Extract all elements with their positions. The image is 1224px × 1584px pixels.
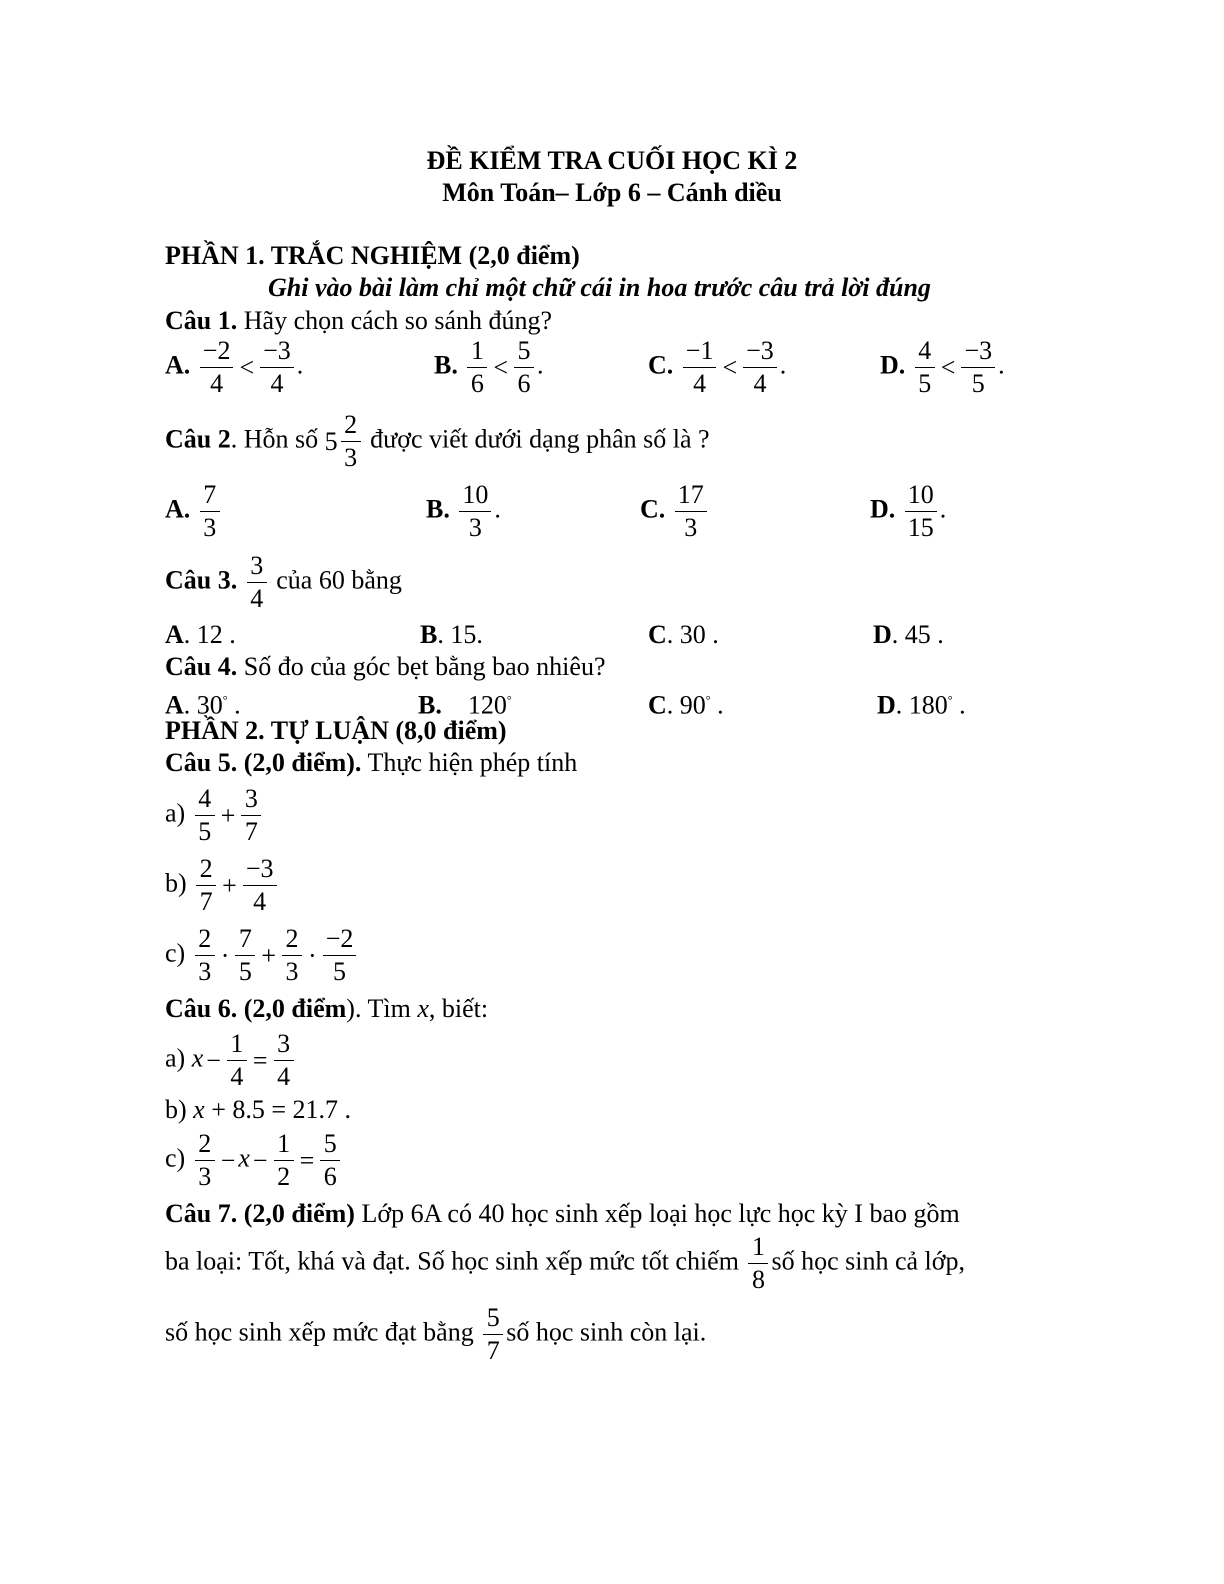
q4-option-c: C. 90° . — [648, 690, 724, 720]
question-text: . Hỗn số — [230, 424, 319, 454]
exam-title: ĐỀ KIỂM TRA CUỐI HỌC KÌ 2 — [426, 146, 798, 175]
question-text: Hãy chọn cách so sánh đúng? — [243, 306, 553, 335]
exam-subtitle: Môn Toán– Lớp 6 – Cánh diều — [442, 178, 782, 207]
q4-option-b: B. 120° — [418, 690, 512, 720]
option-letter: C. — [640, 494, 666, 524]
option-letter: D. — [880, 350, 906, 380]
q7-line-3: số học sinh xếp mức đạt bằng $\frac{5}{7}$ số học sinh còn lại. — [165, 1303, 707, 1365]
question-label: Câu 6. (2,0 điểm — [165, 994, 347, 1023]
q5-part-b: b) $\frac{2}{7}$ + $\frac{-3}{4}$ — [165, 856, 280, 915]
option-letter: A. — [165, 494, 191, 524]
fraction: $\frac{-3}{5}$ — [961, 338, 995, 397]
fraction: $\frac{10}{3}$ — [459, 482, 491, 541]
fraction: $\frac{-3}{4}$ — [260, 338, 294, 397]
part1-instruction: Ghi vào bài làm chỉ một chữ cái in hoa trước câu trả lời đúng — [268, 273, 931, 302]
question-7 — [165, 1199, 960, 1229]
part2-heading: PHẦN 2. TỰ LUẬN (8,0 điểm) — [165, 716, 507, 745]
q4-option-a: A. 30° . — [165, 690, 241, 720]
q1-option-c: C. $\frac{-1}{4}$ < $\frac{-3}{4}$ . — [648, 336, 787, 398]
question-label: Câu 1. — [165, 306, 238, 335]
fraction: $\frac{3}{4}$ — [247, 553, 267, 612]
question-label: Câu 5. (2,0 điểm). — [165, 748, 362, 777]
fraction: $\frac{-1}{4}$ — [683, 338, 717, 397]
fraction: $\frac{4}{5}$ — [915, 338, 935, 397]
q6-part-c: c) $\frac{2}{3}$ − x − $\frac{1}{2}$ = $\frac{5}{6}$ — [165, 1131, 343, 1190]
mixed-number: 5 $\frac{2}{3}$ — [325, 412, 364, 471]
q5-part-a: a) $\frac{4}{5}$ + $\frac{3}{7}$ — [165, 786, 264, 845]
q1-option-d: D. $\frac{4}{5}$ < $\frac{-3}{5}$ . — [880, 336, 1005, 398]
q2-option-b: B. $\frac{10}{3}$ . — [426, 480, 501, 542]
fraction: $\frac{17}{3}$ — [675, 482, 707, 541]
question-3 — [165, 553, 402, 612]
fraction: $\frac{-2}{4}$ — [200, 338, 234, 397]
option-letter: B. — [434, 350, 458, 380]
question-text: được viết dưới dạng phân số là ? — [370, 424, 710, 454]
q2-option-a — [165, 482, 223, 541]
q1-option-b: B. $\frac{1}{6}$ < $\frac{5}{6}$ . — [434, 336, 544, 398]
fraction: $\frac{7}{3}$ — [200, 482, 220, 541]
question-text: Lớp 6A có 40 học sinh xếp loại học lực học kỳ I bao gồm — [361, 1199, 960, 1228]
question-text: , biết: — [428, 994, 489, 1023]
question-label: Câu 7. (2,0 điểm) — [165, 1199, 355, 1228]
question-5 — [165, 748, 577, 778]
question-4 — [165, 652, 605, 682]
q7-line-2: ba loại: Tốt, khá và đạt. Số học sinh xếp mức tốt chiếm $\frac{1}{8}$ số học sinh cả lớp, — [165, 1232, 966, 1294]
option-letter: A. — [165, 350, 191, 380]
q3-option-c: C. 30 . — [648, 620, 719, 649]
question-text: của 60 bằng — [276, 565, 402, 595]
fraction: $\frac{5}{6}$ — [514, 338, 534, 397]
question-label: Câu 2 — [165, 424, 231, 454]
fraction: $\frac{1}{6}$ — [467, 338, 487, 397]
q2-option-d: D. $\frac{10}{15}$ . — [870, 480, 947, 542]
option-letter: B. — [426, 494, 450, 524]
question-1 — [165, 306, 552, 336]
question-label: Câu 3. — [165, 565, 238, 595]
q6-part-a: a) x − $\frac{1}{4}$ = $\frac{3}{4}$ — [165, 1031, 297, 1090]
q1-option-a: A. $\frac{-2}{4}$ < $\frac{-3}{4}$ . — [165, 336, 304, 398]
q6-part-b: b) x + 8.5 = 21.7 . — [165, 1095, 352, 1124]
question-2 — [165, 412, 710, 471]
q3-option-a: A. 12 . — [165, 620, 236, 649]
fraction: $\frac{10}{15}$ — [905, 482, 937, 541]
fraction: $\frac{-3}{4}$ — [743, 338, 777, 397]
q5-part-c: c) $\frac{2}{3}$ · $\frac{7}{5}$ + $\frac{2}{3}$ · $\frac{-2}{5}$ — [165, 926, 359, 985]
q3-option-d: D. 45 . — [873, 620, 944, 649]
question-label: Câu 4. — [165, 652, 238, 681]
q3-option-b: B. 15. — [420, 620, 483, 649]
question-text: Thực hiện phép tính — [367, 748, 578, 777]
part1-heading: PHẦN 1. TRẮC NGHIỆM (2,0 điểm) — [165, 241, 580, 270]
q2-option-c — [640, 482, 710, 541]
question-text: Số đo của góc bẹt bằng bao nhiêu? — [243, 652, 606, 681]
q4-option-d: D. 180° . — [877, 690, 966, 720]
question-6: Câu 6. (2,0 điểm). Tìm x, biết: — [165, 994, 489, 1023]
option-letter: D. — [870, 494, 896, 524]
option-letter: C. — [648, 350, 674, 380]
